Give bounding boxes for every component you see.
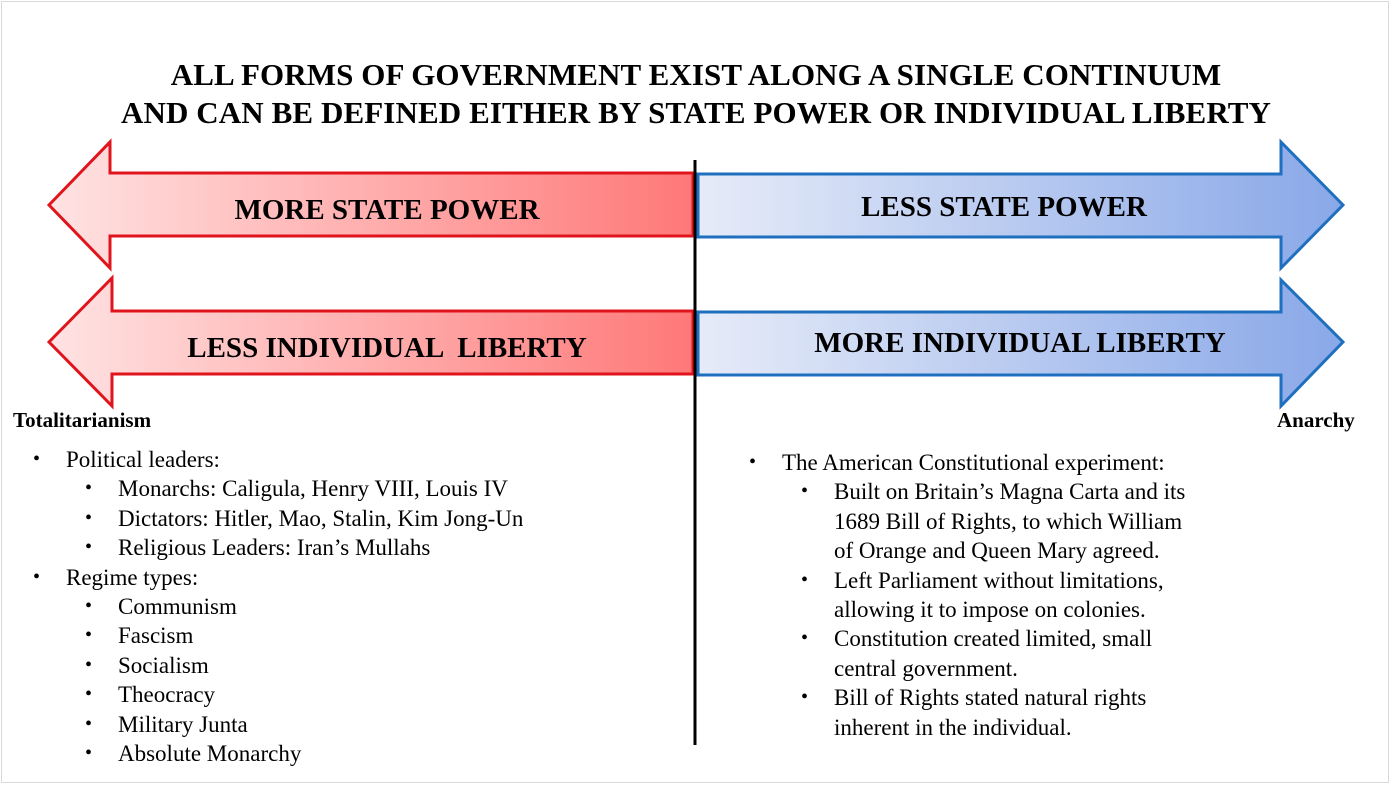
anarchy-label: Anarchy xyxy=(1277,408,1355,432)
american-experiment-heading: • The American Constitutional experiment: xyxy=(730,448,1350,477)
right-point-line: inherent in the individual. xyxy=(834,714,1072,740)
leader-item-monarchs: • Monarchs: Caligula, Henry VIII, Louis IV xyxy=(14,474,654,503)
regime-item-communism: • Communism xyxy=(14,592,654,621)
regime-item-military-junta: • Military Junta xyxy=(14,710,654,739)
right-point-line: allowing it to impose on colonies. xyxy=(834,597,1146,623)
regime-item-fascism: • Fascism xyxy=(14,621,654,650)
title-line-1: ALL FORMS OF GOVERNMENT EXIST ALONG A SINGLE CONTINUUM xyxy=(170,57,1222,92)
leader-item-religious: • Religious Leaders: Iran’s Mullahs xyxy=(14,533,654,562)
right-point-line: of Orange and Queen Mary agreed. xyxy=(834,538,1160,564)
more-individual-liberty-label: MORE INDIVIDUAL LIBERTY xyxy=(814,327,1226,359)
right-point-constitution xyxy=(730,624,1350,683)
right-point-parliament xyxy=(730,566,1350,625)
leader-item-dictators: • Dictators: Hitler, Mao, Stalin, Kim Jong-Un xyxy=(14,504,654,533)
right-point-line: 1689 Bill of Rights, to which William xyxy=(834,508,1183,534)
totalitarianism-label: Totalitarianism xyxy=(13,408,152,432)
right-point-magna-carta xyxy=(730,477,1350,565)
less-individual-liberty-label: LESS INDIVIDUAL LIBERTY xyxy=(187,332,587,364)
right-point-line: • Constitution created limited, small xyxy=(834,626,1153,652)
right-point-line: • Left Parliament without limitations, xyxy=(834,567,1164,593)
political-leaders-heading: • Political leaders: xyxy=(14,445,654,474)
regime-item-theocracy: • Theocracy xyxy=(14,680,654,709)
regime-item-absolute-monarchy: • Absolute Monarchy xyxy=(14,739,654,768)
less-state-power-label: LESS STATE POWER xyxy=(861,191,1147,223)
left-bullet-list xyxy=(14,445,654,768)
right-point-line: • Bill of Rights stated natural rights xyxy=(834,685,1147,711)
right-point-line: • Built on Britain’s Magna Carta and its xyxy=(834,479,1186,505)
more-state-power-label: MORE STATE POWER xyxy=(234,194,540,226)
right-point-bill-of-rights xyxy=(730,683,1350,742)
regime-item-socialism: • Socialism xyxy=(14,651,654,680)
right-point-line: central government. xyxy=(834,655,1018,681)
regime-types-heading: • Regime types: xyxy=(14,563,654,592)
title-line-2: AND CAN BE DEFINED EITHER BY STATE POWER OR INDIVIDUAL LIBERTY xyxy=(120,95,1271,130)
right-bullet-list xyxy=(730,448,1350,742)
